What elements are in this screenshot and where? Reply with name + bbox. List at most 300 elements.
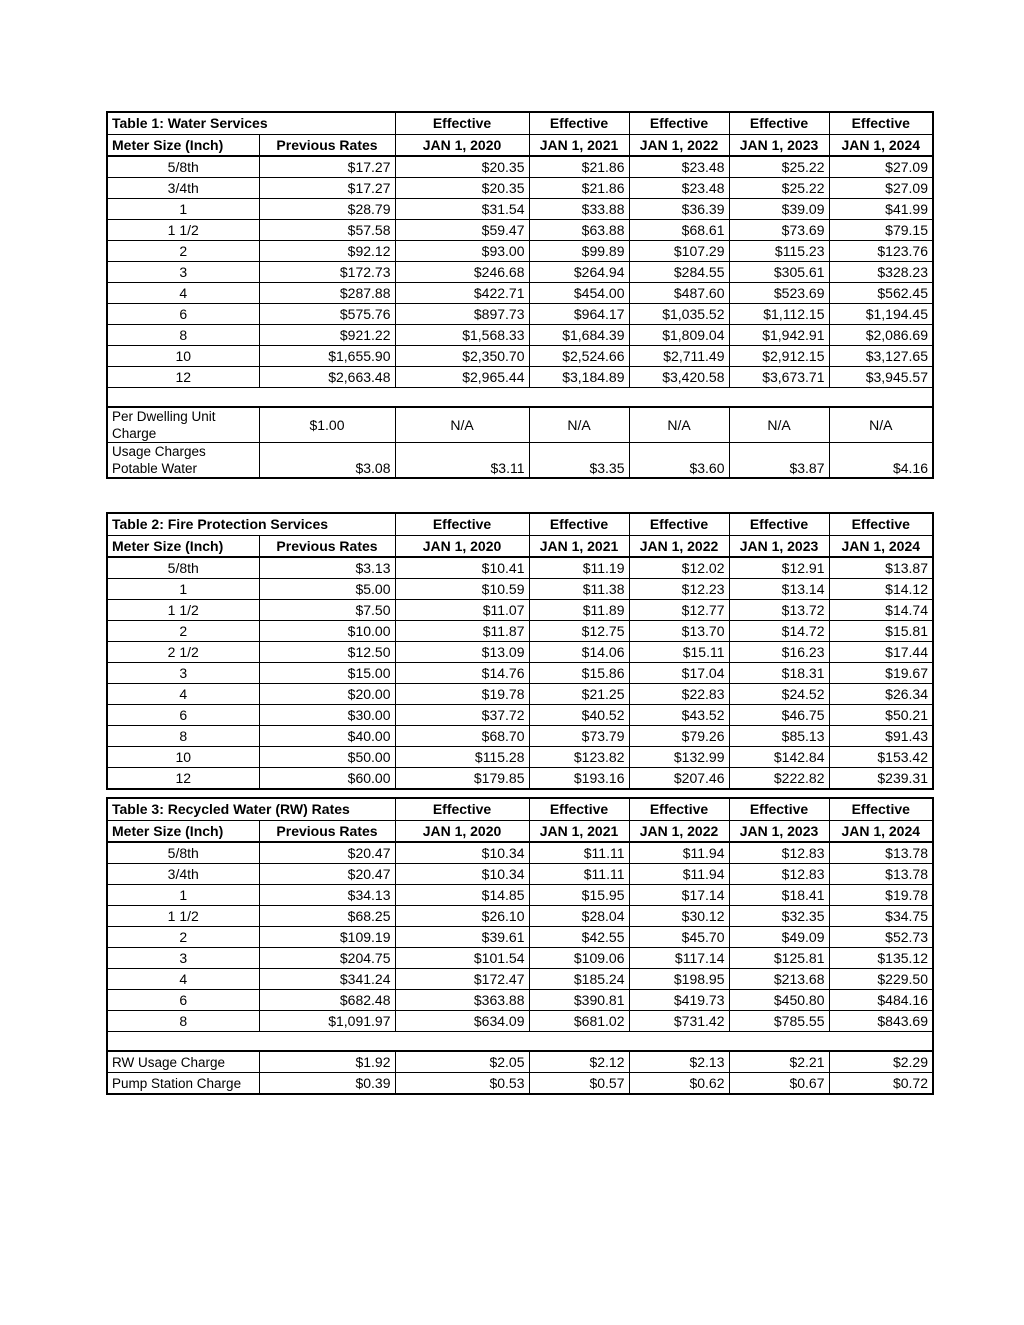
meter-size-cell: 3 bbox=[107, 262, 259, 283]
table-row bbox=[107, 156, 933, 178]
rate-cell: $37.72 bbox=[395, 705, 529, 726]
rate-cell: $42.55 bbox=[529, 927, 629, 948]
rate-cell: $33.88 bbox=[529, 199, 629, 220]
rate-cell: N/A bbox=[529, 407, 629, 443]
rate-cell: $2,965.44 bbox=[395, 367, 529, 388]
rate-cell: $3.87 bbox=[729, 443, 829, 479]
rate-cell: $2.13 bbox=[629, 1051, 729, 1073]
effective-date-header: JAN 1, 2024 bbox=[829, 821, 933, 843]
rate-cell: $21.86 bbox=[529, 178, 629, 199]
rate-cell: $1,568.33 bbox=[395, 325, 529, 346]
rate-cell: $3,945.57 bbox=[829, 367, 933, 388]
recycled-water-body bbox=[107, 798, 933, 1094]
rate-cell: $3.60 bbox=[629, 443, 729, 479]
previous-rate-cell: $1.00 bbox=[259, 407, 395, 443]
previous-rate-cell: $921.22 bbox=[259, 325, 395, 346]
previous-rate-cell: $20.47 bbox=[259, 842, 395, 864]
rate-cell: $172.47 bbox=[395, 969, 529, 990]
rate-cell: $1,684.39 bbox=[529, 325, 629, 346]
rate-cell: $1,809.04 bbox=[629, 325, 729, 346]
dwelling-unit-row bbox=[107, 407, 933, 443]
rate-cell: $0.67 bbox=[729, 1073, 829, 1095]
rate-cell: $222.82 bbox=[729, 768, 829, 790]
meter-size-cell: 6 bbox=[107, 705, 259, 726]
rate-cell: $264.94 bbox=[529, 262, 629, 283]
rate-cell: $12.75 bbox=[529, 621, 629, 642]
rate-cell: $107.29 bbox=[629, 241, 729, 262]
previous-rate-cell: $12.50 bbox=[259, 642, 395, 663]
effective-label: Effective bbox=[395, 513, 529, 536]
effective-date-header: JAN 1, 2020 bbox=[395, 821, 529, 843]
rate-cell: $328.23 bbox=[829, 262, 933, 283]
rate-cell: $843.69 bbox=[829, 1011, 933, 1032]
rate-cell: $34.75 bbox=[829, 906, 933, 927]
table-row bbox=[107, 600, 933, 621]
rate-cell: $59.47 bbox=[395, 220, 529, 241]
rate-cell: $12.83 bbox=[729, 864, 829, 885]
rate-cell: $16.23 bbox=[729, 642, 829, 663]
table-row bbox=[107, 885, 933, 906]
rate-cell: $14.12 bbox=[829, 579, 933, 600]
rate-cell: $185.24 bbox=[529, 969, 629, 990]
meter-size-header: Meter Size (Inch) bbox=[107, 536, 259, 558]
title-row bbox=[107, 513, 933, 536]
rate-cell: $99.89 bbox=[529, 241, 629, 262]
effective-label: Effective bbox=[395, 112, 529, 135]
table-row bbox=[107, 304, 933, 325]
rate-cell: $12.23 bbox=[629, 579, 729, 600]
rate-cell: $634.09 bbox=[395, 1011, 529, 1032]
previous-rate-cell: $15.00 bbox=[259, 663, 395, 684]
rate-cell: $31.54 bbox=[395, 199, 529, 220]
effective-label: Effective bbox=[729, 513, 829, 536]
rate-cell: $198.95 bbox=[629, 969, 729, 990]
rate-cell: $11.11 bbox=[529, 864, 629, 885]
rate-cell: $12.83 bbox=[729, 842, 829, 864]
label-line: Usage Charges bbox=[112, 444, 206, 459]
previous-rate-cell: $109.19 bbox=[259, 927, 395, 948]
table-row bbox=[107, 579, 933, 600]
rate-cell: $450.80 bbox=[729, 990, 829, 1011]
rate-cell: $12.02 bbox=[629, 557, 729, 579]
previous-rate-cell: $575.76 bbox=[259, 304, 395, 325]
rate-cell: $14.76 bbox=[395, 663, 529, 684]
rate-cell: $13.87 bbox=[829, 557, 933, 579]
rate-cell: $93.00 bbox=[395, 241, 529, 262]
rate-cell: $305.61 bbox=[729, 262, 829, 283]
rate-cell: $19.78 bbox=[829, 885, 933, 906]
blank-row bbox=[107, 388, 933, 408]
rate-cell: $2.05 bbox=[395, 1051, 529, 1073]
previous-rate-cell: $17.27 bbox=[259, 156, 395, 178]
rate-cell: $23.48 bbox=[629, 156, 729, 178]
rate-cell: $14.85 bbox=[395, 885, 529, 906]
effective-label: Effective bbox=[829, 513, 933, 536]
rate-cell: $422.71 bbox=[395, 283, 529, 304]
previous-rate-cell: $1.92 bbox=[259, 1051, 395, 1073]
title-row bbox=[107, 798, 933, 821]
previous-rate-cell: $7.50 bbox=[259, 600, 395, 621]
rate-cell: $1,035.52 bbox=[629, 304, 729, 325]
table-row bbox=[107, 621, 933, 642]
rate-cell: $14.72 bbox=[729, 621, 829, 642]
rate-cell: $3,127.65 bbox=[829, 346, 933, 367]
rate-cell: $142.84 bbox=[729, 747, 829, 768]
label-line: Per Dwelling Unit bbox=[112, 409, 216, 424]
table-row bbox=[107, 283, 933, 304]
rate-cell: $13.78 bbox=[829, 864, 933, 885]
rate-cell: $13.14 bbox=[729, 579, 829, 600]
rate-cell: $2,086.69 bbox=[829, 325, 933, 346]
rate-cell: $731.42 bbox=[629, 1011, 729, 1032]
rate-cell: $11.87 bbox=[395, 621, 529, 642]
rate-cell: $0.62 bbox=[629, 1073, 729, 1095]
dwelling-unit-label bbox=[107, 407, 259, 443]
meter-size-header: Meter Size (Inch) bbox=[107, 135, 259, 157]
meter-size-header: Meter Size (Inch) bbox=[107, 821, 259, 843]
meter-size-cell: 1 1/2 bbox=[107, 220, 259, 241]
previous-rate-cell: $17.27 bbox=[259, 178, 395, 199]
label-line: Charge bbox=[112, 426, 157, 441]
rate-cell: $21.86 bbox=[529, 156, 629, 178]
rate-cell: $15.95 bbox=[529, 885, 629, 906]
meter-size-cell: 2 bbox=[107, 241, 259, 262]
rate-cell: $49.09 bbox=[729, 927, 829, 948]
rate-cell: $27.09 bbox=[829, 178, 933, 199]
effective-date-header: JAN 1, 2022 bbox=[629, 821, 729, 843]
rate-cell: $41.99 bbox=[829, 199, 933, 220]
rate-cell: $68.61 bbox=[629, 220, 729, 241]
rate-cell: $30.12 bbox=[629, 906, 729, 927]
previous-rates-header: Previous Rates bbox=[259, 821, 395, 843]
table-row bbox=[107, 927, 933, 948]
rate-cell: $12.77 bbox=[629, 600, 729, 621]
rate-cell: $11.89 bbox=[529, 600, 629, 621]
effective-date-header: JAN 1, 2023 bbox=[729, 821, 829, 843]
title-gap bbox=[259, 112, 395, 135]
table-row bbox=[107, 346, 933, 367]
usage-charge-label: RW Usage Charge bbox=[107, 1051, 259, 1073]
fire-protection-body bbox=[107, 513, 933, 789]
rate-cell: $213.68 bbox=[729, 969, 829, 990]
rate-cell: $40.52 bbox=[529, 705, 629, 726]
effective-date-header: JAN 1, 2023 bbox=[729, 536, 829, 558]
previous-rate-cell: $3.13 bbox=[259, 557, 395, 579]
rate-cell: $562.45 bbox=[829, 283, 933, 304]
rate-cell: $2,711.49 bbox=[629, 346, 729, 367]
table-row bbox=[107, 768, 933, 790]
table-row bbox=[107, 1011, 933, 1032]
rate-cell: $484.16 bbox=[829, 990, 933, 1011]
effective-label: Effective bbox=[629, 513, 729, 536]
rate-cell: $12.91 bbox=[729, 557, 829, 579]
usage-charge-row bbox=[107, 1073, 933, 1095]
rate-cell: $2,350.70 bbox=[395, 346, 529, 367]
rate-cell: $52.73 bbox=[829, 927, 933, 948]
rate-cell: $785.55 bbox=[729, 1011, 829, 1032]
rate-cell: $123.76 bbox=[829, 241, 933, 262]
meter-size-cell: 3/4th bbox=[107, 178, 259, 199]
rate-cell: $4.16 bbox=[829, 443, 933, 479]
previous-rate-cell: $1,091.97 bbox=[259, 1011, 395, 1032]
previous-rate-cell: $92.12 bbox=[259, 241, 395, 262]
blank-cell bbox=[107, 388, 933, 408]
table-row bbox=[107, 663, 933, 684]
meter-size-cell: 5/8th bbox=[107, 156, 259, 178]
table-row bbox=[107, 684, 933, 705]
rate-cell: $25.22 bbox=[729, 178, 829, 199]
rate-cell: $17.14 bbox=[629, 885, 729, 906]
rate-cell: $11.94 bbox=[629, 842, 729, 864]
previous-rate-cell: $34.13 bbox=[259, 885, 395, 906]
rate-cell: $115.23 bbox=[729, 241, 829, 262]
rate-cell: $27.09 bbox=[829, 156, 933, 178]
water-services-body bbox=[107, 112, 933, 478]
meter-size-cell: 4 bbox=[107, 283, 259, 304]
previous-rate-cell: $341.24 bbox=[259, 969, 395, 990]
rate-cell: N/A bbox=[829, 407, 933, 443]
table-row bbox=[107, 220, 933, 241]
effective-label: Effective bbox=[729, 112, 829, 135]
meter-size-cell: 1 bbox=[107, 199, 259, 220]
rate-cell: $523.69 bbox=[729, 283, 829, 304]
fire-protection-table bbox=[106, 512, 934, 790]
rate-cell: $0.57 bbox=[529, 1073, 629, 1095]
rate-cell: $2.21 bbox=[729, 1051, 829, 1073]
meter-size-cell: 8 bbox=[107, 325, 259, 346]
rate-cell: $419.73 bbox=[629, 990, 729, 1011]
rate-cell: $179.85 bbox=[395, 768, 529, 790]
rate-cell: $487.60 bbox=[629, 283, 729, 304]
table-title: Table 2: Fire Protection Services bbox=[107, 513, 259, 536]
effective-date-header: JAN 1, 2024 bbox=[829, 536, 933, 558]
rate-cell: $73.79 bbox=[529, 726, 629, 747]
rate-cell: $10.34 bbox=[395, 864, 529, 885]
rate-cell: $135.12 bbox=[829, 948, 933, 969]
usage-charge-row bbox=[107, 443, 933, 479]
meter-size-cell: 5/8th bbox=[107, 842, 259, 864]
rate-cell: $0.53 bbox=[395, 1073, 529, 1095]
rate-cell: $2,524.66 bbox=[529, 346, 629, 367]
rate-cell: $115.28 bbox=[395, 747, 529, 768]
meter-size-cell: 1 bbox=[107, 885, 259, 906]
table-row bbox=[107, 842, 933, 864]
rate-cell: $193.16 bbox=[529, 768, 629, 790]
rate-cell: $10.41 bbox=[395, 557, 529, 579]
meter-size-cell: 8 bbox=[107, 1011, 259, 1032]
rate-cell: $28.04 bbox=[529, 906, 629, 927]
table-row bbox=[107, 990, 933, 1011]
rate-cell: $153.42 bbox=[829, 747, 933, 768]
rate-cell: $681.02 bbox=[529, 1011, 629, 1032]
rate-cell: $85.13 bbox=[729, 726, 829, 747]
table-row bbox=[107, 726, 933, 747]
rate-cell: $26.34 bbox=[829, 684, 933, 705]
previous-rate-cell: $50.00 bbox=[259, 747, 395, 768]
rate-cell: $36.39 bbox=[629, 199, 729, 220]
meter-size-cell: 12 bbox=[107, 367, 259, 388]
previous-rate-cell: $0.39 bbox=[259, 1073, 395, 1095]
rate-cell: $11.19 bbox=[529, 557, 629, 579]
meter-size-cell: 3 bbox=[107, 948, 259, 969]
column-header-row bbox=[107, 536, 933, 558]
previous-rate-cell: $20.00 bbox=[259, 684, 395, 705]
rate-cell: $125.81 bbox=[729, 948, 829, 969]
effective-date-header: JAN 1, 2021 bbox=[529, 536, 629, 558]
rate-cell: $229.50 bbox=[829, 969, 933, 990]
meter-size-cell: 5/8th bbox=[107, 557, 259, 579]
table-title: Table 3: Recycled Water (RW) Rates bbox=[107, 798, 259, 821]
rate-cell: $897.73 bbox=[395, 304, 529, 325]
effective-label: Effective bbox=[829, 112, 933, 135]
column-header-row bbox=[107, 821, 933, 843]
table-row bbox=[107, 262, 933, 283]
table-row bbox=[107, 969, 933, 990]
rate-cell: $23.48 bbox=[629, 178, 729, 199]
previous-rate-cell: $57.58 bbox=[259, 220, 395, 241]
meter-size-cell: 2 bbox=[107, 927, 259, 948]
table-row bbox=[107, 367, 933, 388]
rate-cell: $18.41 bbox=[729, 885, 829, 906]
effective-date-header: JAN 1, 2021 bbox=[529, 821, 629, 843]
effective-label: Effective bbox=[629, 798, 729, 821]
meter-size-cell: 6 bbox=[107, 990, 259, 1011]
previous-rate-cell: $28.79 bbox=[259, 199, 395, 220]
rate-cell: $45.70 bbox=[629, 927, 729, 948]
effective-label: Effective bbox=[629, 112, 729, 135]
rate-cell: $73.69 bbox=[729, 220, 829, 241]
rate-cell: $0.72 bbox=[829, 1073, 933, 1095]
rate-cell: N/A bbox=[629, 407, 729, 443]
rate-cell: $117.14 bbox=[629, 948, 729, 969]
blank-cell bbox=[107, 1032, 933, 1052]
previous-rate-cell: $204.75 bbox=[259, 948, 395, 969]
rate-cell: $1,942.91 bbox=[729, 325, 829, 346]
rate-cell: $454.00 bbox=[529, 283, 629, 304]
table-row bbox=[107, 864, 933, 885]
rate-cell: $246.68 bbox=[395, 262, 529, 283]
table-row bbox=[107, 178, 933, 199]
previous-rate-cell: $172.73 bbox=[259, 262, 395, 283]
rate-cell: $11.07 bbox=[395, 600, 529, 621]
previous-rates-header: Previous Rates bbox=[259, 135, 395, 157]
usage-charge-row bbox=[107, 1051, 933, 1073]
rate-cell: $43.52 bbox=[629, 705, 729, 726]
rate-cell: $17.44 bbox=[829, 642, 933, 663]
rate-cell: $19.78 bbox=[395, 684, 529, 705]
meter-size-cell: 1 1/2 bbox=[107, 906, 259, 927]
rate-cell: $32.35 bbox=[729, 906, 829, 927]
effective-date-header: JAN 1, 2020 bbox=[395, 536, 529, 558]
rate-cell: $26.10 bbox=[395, 906, 529, 927]
rate-cell: $91.43 bbox=[829, 726, 933, 747]
table-row bbox=[107, 241, 933, 262]
rate-cell: $109.06 bbox=[529, 948, 629, 969]
rate-cell: $10.59 bbox=[395, 579, 529, 600]
rate-cell: $39.61 bbox=[395, 927, 529, 948]
table-row bbox=[107, 906, 933, 927]
rate-cell: $123.82 bbox=[529, 747, 629, 768]
rate-cell: $964.17 bbox=[529, 304, 629, 325]
rate-cell: $3,673.71 bbox=[729, 367, 829, 388]
rate-cell: $2.12 bbox=[529, 1051, 629, 1073]
column-header-row bbox=[107, 135, 933, 157]
meter-size-cell: 1 bbox=[107, 579, 259, 600]
table-row bbox=[107, 642, 933, 663]
rate-cell: $63.88 bbox=[529, 220, 629, 241]
rate-cell: $13.78 bbox=[829, 842, 933, 864]
rate-cell: $132.99 bbox=[629, 747, 729, 768]
table-row bbox=[107, 948, 933, 969]
effective-date-header: JAN 1, 2023 bbox=[729, 135, 829, 157]
meter-size-cell: 1 1/2 bbox=[107, 600, 259, 621]
previous-rate-cell: $3.08 bbox=[259, 443, 395, 479]
meter-size-cell: 3 bbox=[107, 663, 259, 684]
effective-date-header: JAN 1, 2022 bbox=[629, 536, 729, 558]
previous-rate-cell: $68.25 bbox=[259, 906, 395, 927]
usage-charge-label bbox=[107, 443, 259, 479]
rate-cell: $22.83 bbox=[629, 684, 729, 705]
rate-cell: $390.81 bbox=[529, 990, 629, 1011]
rate-cell: $3,420.58 bbox=[629, 367, 729, 388]
rate-cell: $207.46 bbox=[629, 768, 729, 790]
effective-date-header: JAN 1, 2021 bbox=[529, 135, 629, 157]
rate-cell: $18.31 bbox=[729, 663, 829, 684]
effective-label: Effective bbox=[395, 798, 529, 821]
effective-label: Effective bbox=[729, 798, 829, 821]
rate-cell: $2,912.15 bbox=[729, 346, 829, 367]
meter-size-cell: 12 bbox=[107, 768, 259, 790]
effective-label: Effective bbox=[529, 798, 629, 821]
rate-cell: $17.04 bbox=[629, 663, 729, 684]
rate-cell: $284.55 bbox=[629, 262, 729, 283]
rate-cell: $11.94 bbox=[629, 864, 729, 885]
table-title: Table 1: Water Services bbox=[107, 112, 259, 135]
rate-cell: $11.38 bbox=[529, 579, 629, 600]
meter-size-cell: 2 bbox=[107, 621, 259, 642]
effective-date-header: JAN 1, 2020 bbox=[395, 135, 529, 157]
previous-rate-cell: $682.48 bbox=[259, 990, 395, 1011]
rate-cell: N/A bbox=[729, 407, 829, 443]
blank-row bbox=[107, 1032, 933, 1052]
rate-cell: $21.25 bbox=[529, 684, 629, 705]
rate-cell: $3.35 bbox=[529, 443, 629, 479]
rate-cell: $15.11 bbox=[629, 642, 729, 663]
meter-size-cell: 2 1/2 bbox=[107, 642, 259, 663]
rate-cell: $14.74 bbox=[829, 600, 933, 621]
recycled-water-table bbox=[106, 797, 934, 1095]
table-row bbox=[107, 325, 933, 346]
rate-cell: $363.88 bbox=[395, 990, 529, 1011]
rate-cell: $79.15 bbox=[829, 220, 933, 241]
previous-rate-cell: $40.00 bbox=[259, 726, 395, 747]
water-services-table bbox=[106, 111, 934, 479]
rate-cell: $20.35 bbox=[395, 156, 529, 178]
effective-date-header: JAN 1, 2022 bbox=[629, 135, 729, 157]
effective-label: Effective bbox=[829, 798, 933, 821]
usage-charge-label: Pump Station Charge bbox=[107, 1073, 259, 1095]
previous-rate-cell: $30.00 bbox=[259, 705, 395, 726]
rate-cell: $11.11 bbox=[529, 842, 629, 864]
previous-rate-cell: $10.00 bbox=[259, 621, 395, 642]
rate-cell: $25.22 bbox=[729, 156, 829, 178]
meter-size-cell: 8 bbox=[107, 726, 259, 747]
rate-cell: $19.67 bbox=[829, 663, 933, 684]
rate-cell: $15.86 bbox=[529, 663, 629, 684]
rate-cell: $46.75 bbox=[729, 705, 829, 726]
effective-label: Effective bbox=[529, 112, 629, 135]
rate-cell: $1,194.45 bbox=[829, 304, 933, 325]
